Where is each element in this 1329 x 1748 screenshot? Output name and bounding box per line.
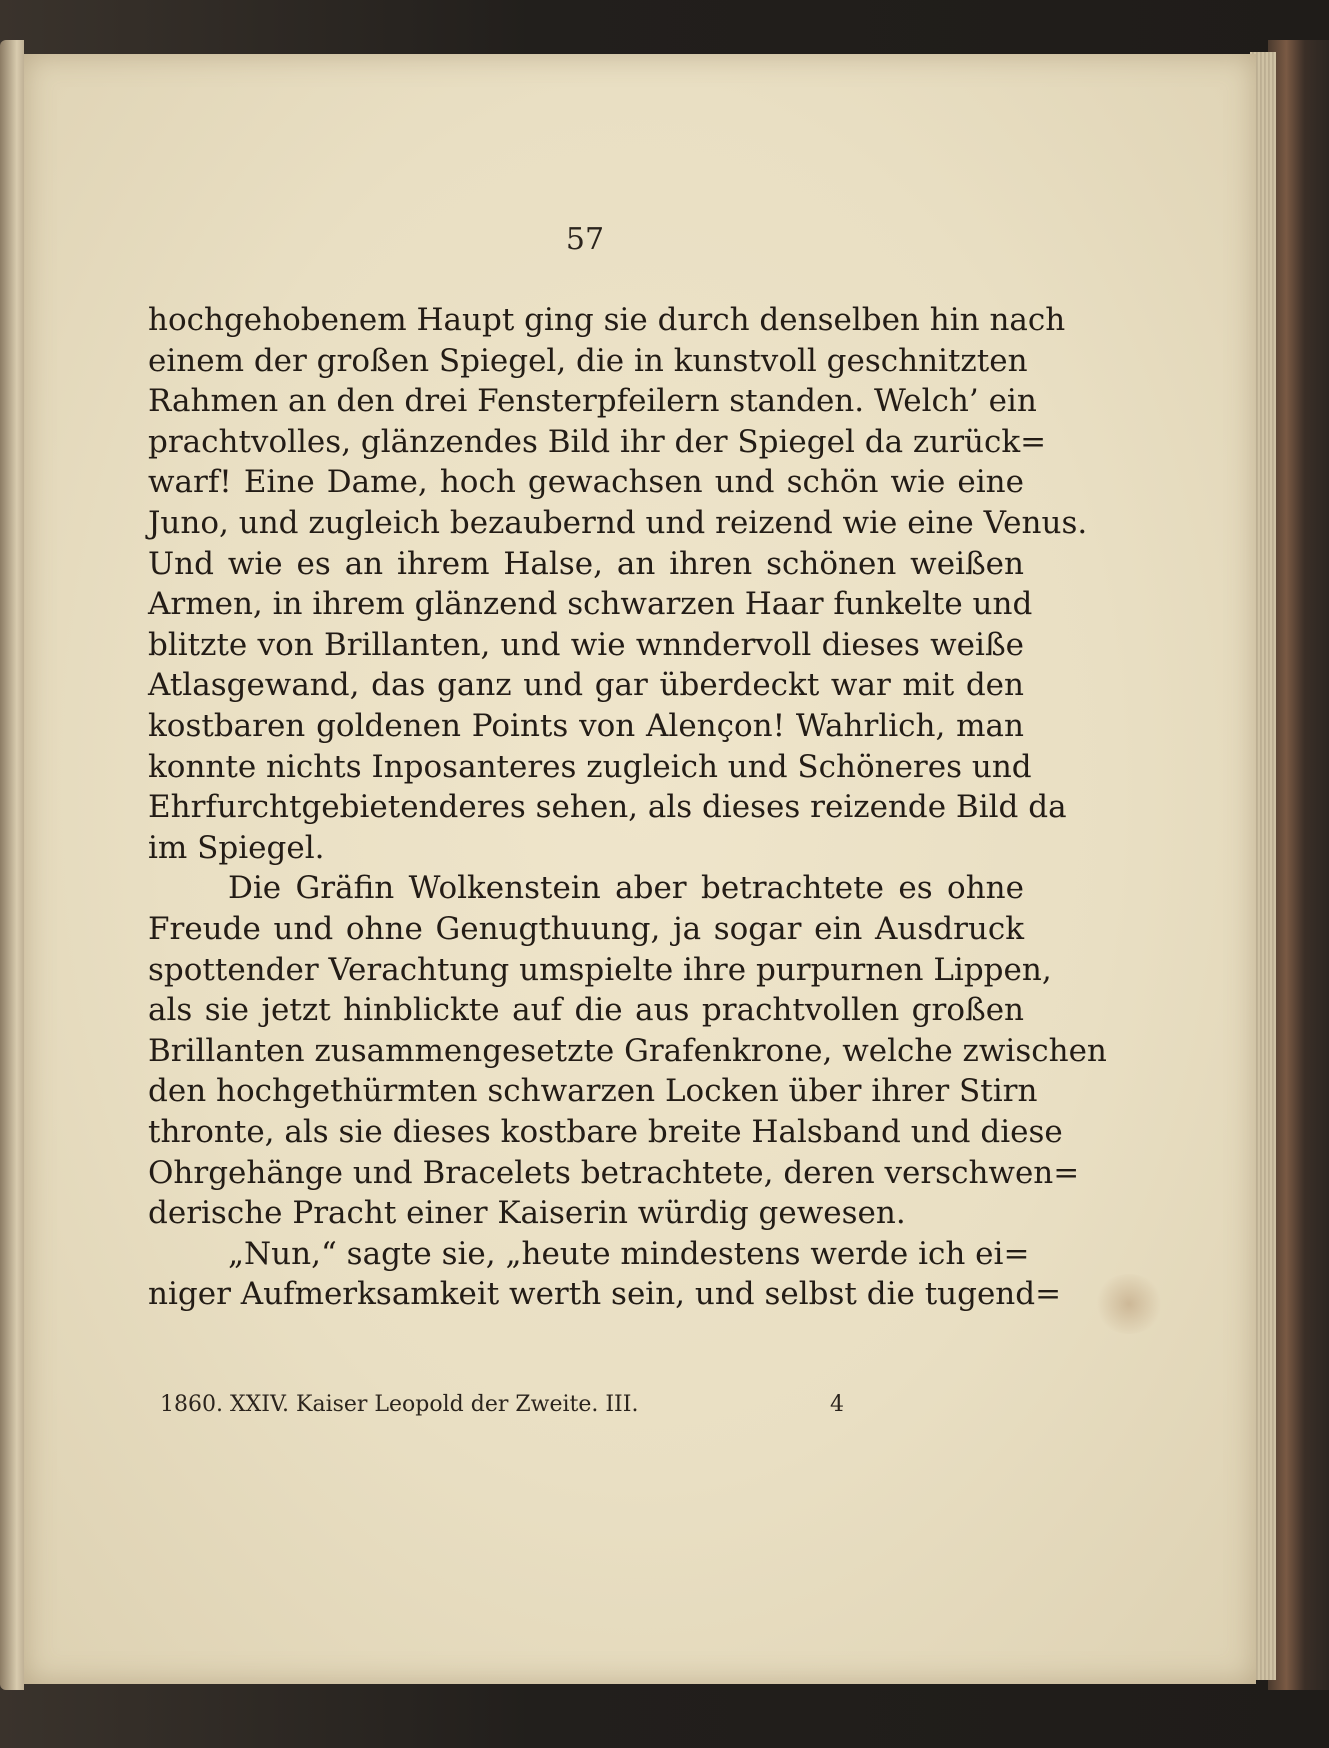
- text-line: Rahmen an den drei Fensterpfeilern standen. Welch’ ein: [148, 383, 1037, 420]
- text-line: Und wie es an ihrem Halse, an ihren schönen weißen: [148, 545, 1024, 582]
- text-line: im Spiegel.: [148, 829, 325, 866]
- footer-sheet-number: 4: [830, 1392, 844, 1417]
- text-line: spottender Verachtung umspielte ihre purpurnen Lippen,: [148, 951, 1052, 988]
- text-line: Ehrfurchtgebietenderes sehen, als dieses reizende Bild da: [148, 789, 1067, 826]
- text-line: konnte nichts Inposanteres zugleich und Schöneres und: [148, 748, 1032, 785]
- facing-page-edge: [0, 40, 24, 1690]
- text-line: Brillanten zusammengesetzte Grafenkrone, welche zwischen: [148, 1032, 1107, 1069]
- text-line: Die Gräfin Wolkenstein aber betrachtete es ohne: [228, 870, 1024, 907]
- text-line: blitzte von Brillanten, und wie wnndervoll dieses weiße: [148, 626, 1024, 663]
- text-line: thronte, als sie dieses kostbare breite Halsband und diese: [148, 1114, 1063, 1150]
- text-line: einem der großen Spiegel, die in kunstvoll geschnitzten: [148, 342, 1028, 379]
- text-line: derische Pracht einer Kaiserin würdig gewesen.: [148, 1195, 906, 1232]
- text-line: warf! Eine Dame, hoch gewachsen und schön wie eine: [148, 464, 1024, 501]
- text-line: Freude und ohne Genugthuung, ja sogar ein Ausdruck: [148, 911, 1024, 947]
- book-cover-edge: [1268, 40, 1329, 1690]
- text-line: Ohrgehänge und Bracelets betrachtete, deren verschwen=: [148, 1154, 1080, 1191]
- text-line: kostbaren goldenen Points von Alençon! Wahrlich, man: [148, 708, 1024, 744]
- paper-stain: [1094, 1274, 1164, 1334]
- text-line: prachtvolles, glänzendes Bild ihr der Spiegel da zurück=: [148, 423, 1047, 460]
- text-line: den hochgethürmten schwarzen Locken über ihrer Stirn: [148, 1073, 1038, 1110]
- text-line: Juno, und zugleich bezaubernd und reizend wie eine Venus.: [148, 505, 1088, 541]
- text-line: hochgehobenem Haupt ging sie durch denselben hin nach: [148, 302, 1066, 338]
- text-line: „Nun,“ sagte sie, „heute mindestens werde ich ei=: [228, 1235, 1030, 1272]
- text-line: als sie jetzt hinblickte auf die aus prachtvollen großen: [148, 992, 1024, 1029]
- text-line: Atlasgewand, das ganz und gar überdeckt war mit den: [148, 667, 1024, 704]
- text-line: niger Aufmerksamkeit werth sein, und selbst die tugend=: [148, 1276, 1062, 1313]
- footer-signature: 1860. XXIV. Kaiser Leopold der Zweite. III.: [160, 1392, 639, 1417]
- text-line: Armen, in ihrem glänzend schwarzen Haar funkelte und: [148, 586, 1033, 623]
- page-number: 57: [565, 222, 605, 257]
